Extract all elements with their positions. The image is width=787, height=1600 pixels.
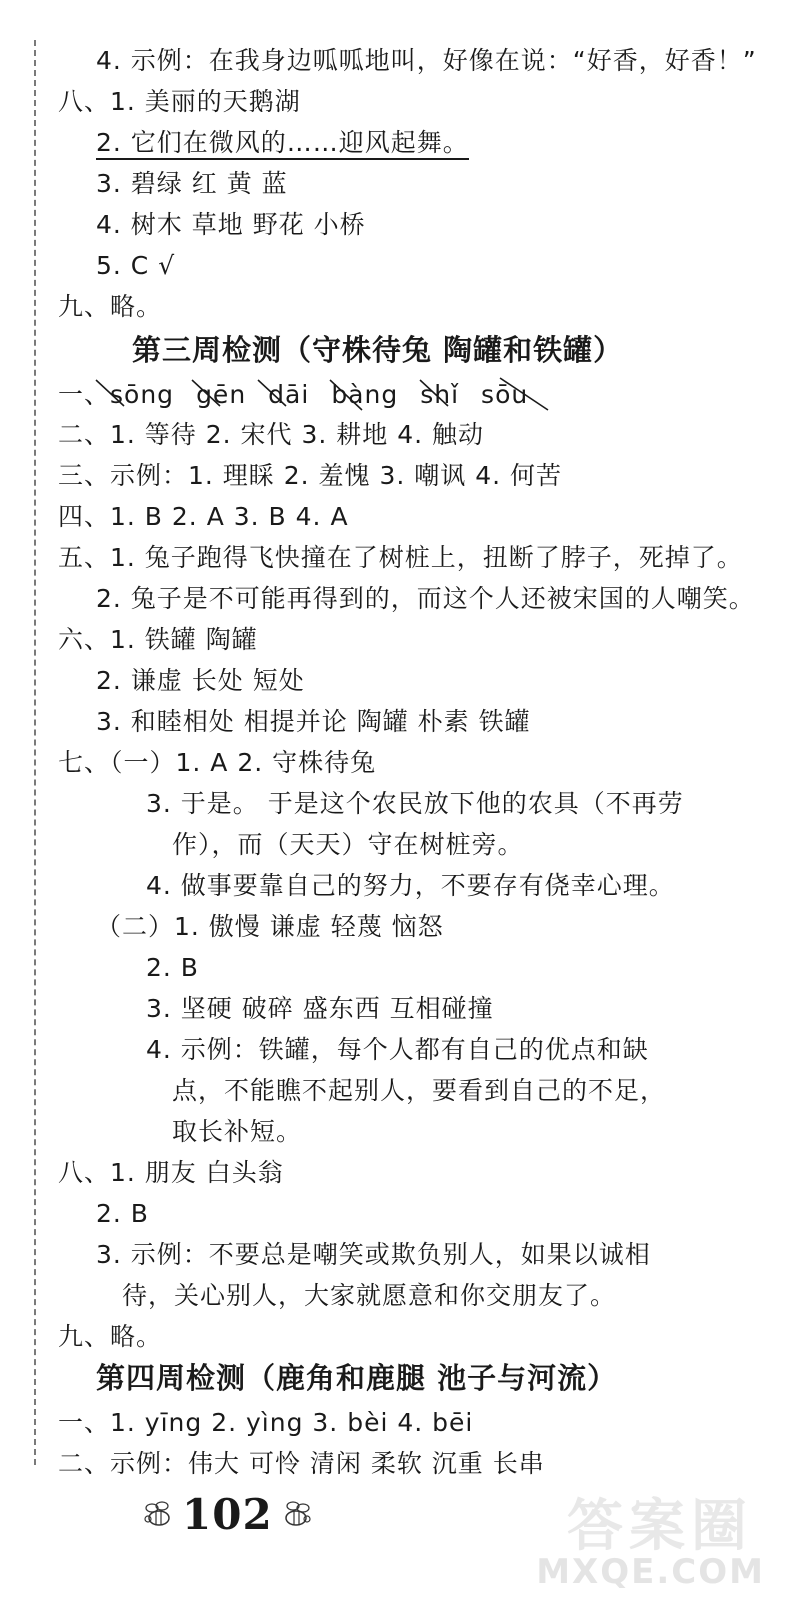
pinyin-item: sōng bbox=[110, 380, 175, 409]
answer-line: 4. 树木 草地 野花 小桥 bbox=[96, 210, 366, 239]
answer-line: 取长补短。 bbox=[172, 1117, 303, 1146]
answer-line: 待，关心别人，大家就愿意和你交朋友了。 bbox=[122, 1281, 617, 1310]
answer-line: 五、1. 兔子跑得飞快撞在了树桩上，扭断了脖子，死掉了。 bbox=[58, 543, 743, 572]
answer-line: 2. 谦虚 长处 短处 bbox=[96, 666, 305, 695]
answer-line: 2. B bbox=[146, 953, 199, 982]
watermark-url: MXQE.COM bbox=[536, 1552, 765, 1592]
answer-line: 3. 示例：不要总是嘲笑或欺负别人，如果以诚相 bbox=[96, 1240, 651, 1269]
answer-line: 3. 和睦相处 相提并论 陶罐 朴素 铁罐 bbox=[96, 707, 531, 736]
answer-line: 4. 示例：在我身边呱呱地叫，好像在说：“好香，好香！” bbox=[96, 46, 757, 75]
pinyin-item: dāi bbox=[268, 380, 310, 409]
underlined-answer: 2. 它们在微风的……迎风起舞。 bbox=[96, 128, 469, 160]
strike-mark bbox=[500, 378, 548, 410]
section-heading-week4: 第四周检测（鹿角和鹿腿 池子与河流） bbox=[96, 1361, 618, 1395]
answer-line: 作），而（天天）守在树桩旁。 bbox=[172, 830, 524, 859]
pinyin-item: sōu bbox=[481, 380, 529, 409]
answer-line: （二）1. 傲慢 谦虚 轻蔑 恼怒 bbox=[96, 912, 444, 941]
pinyin-item: bàng bbox=[331, 380, 399, 409]
answer-line: 5. C √ bbox=[96, 251, 176, 280]
answer-line: 二、1. 等待 2. 宋代 3. 耕地 4. 触动 bbox=[58, 420, 485, 449]
answer-line: 2. B bbox=[96, 1199, 149, 1228]
watermark bbox=[533, 1482, 773, 1592]
answer-line: 3. 坚硬 破碎 盛东西 互相碰撞 bbox=[146, 994, 494, 1023]
answer-line: 九、略。 bbox=[58, 1322, 163, 1351]
answer-line-underlined bbox=[96, 126, 469, 160]
page-number: 102 bbox=[182, 1490, 273, 1539]
bee-icon bbox=[140, 1500, 174, 1530]
page-footer bbox=[140, 1490, 315, 1539]
answer-line: 点，不能瞧不起别人，要看到自己的不足， bbox=[172, 1076, 667, 1105]
bee-icon bbox=[281, 1500, 315, 1530]
strike-marks bbox=[80, 376, 560, 416]
strike-mark bbox=[420, 380, 448, 406]
watermark-logo-text: 答案圈 bbox=[567, 1493, 753, 1559]
pinyin-item: gēn bbox=[196, 380, 247, 409]
answer-line: 一、1. yīng 2. yìng 3. bèi 4. bēi bbox=[58, 1408, 474, 1437]
pinyin-item: shǐ bbox=[420, 380, 460, 409]
answer-line: 四、1. B 2. A 3. B 4. A bbox=[58, 502, 349, 531]
answer-line: 八、1. 朋友 白头翁 bbox=[58, 1158, 284, 1187]
strike-mark bbox=[96, 380, 124, 406]
strike-mark bbox=[192, 380, 220, 406]
strike-mark bbox=[258, 380, 286, 406]
answer-line: 九、略。 bbox=[58, 292, 163, 321]
answer-line: 六、1. 铁罐 陶罐 bbox=[58, 625, 258, 654]
answer-line: 4. 做事要靠自己的努力，不要存有侥幸心理。 bbox=[146, 871, 675, 900]
strike-mark bbox=[330, 380, 362, 410]
margin-dashed-rule bbox=[34, 40, 36, 1465]
answer-line: 3. 碧绿 红 黄 蓝 bbox=[96, 169, 288, 198]
answer-line: 二、示例：伟大 可怜 清闲 柔软 沉重 长串 bbox=[58, 1449, 545, 1478]
question-number: 一、 bbox=[58, 380, 111, 409]
answer-line: 3. 于是。 于是这个农民放下他的农具（不再劳 bbox=[146, 789, 684, 818]
section-heading-week3: 第三周检测（守株待兔 陶罐和铁罐） bbox=[132, 333, 624, 367]
answer-line: 三、示例：1. 理睬 2. 羞愧 3. 嘲讽 4. 何苦 bbox=[58, 461, 563, 490]
answer-line: 2. 兔子是不可能再得到的，而这个人还被宋国的人嘲笑。 bbox=[96, 584, 755, 613]
answer-line: 七、（一）1. A 2. 守株待兔 bbox=[58, 748, 377, 777]
answer-line: 八、1. 美丽的天鹅湖 bbox=[58, 87, 301, 116]
answer-line: 4. 示例：铁罐，每个人都有自己的优点和缺 bbox=[146, 1035, 649, 1064]
